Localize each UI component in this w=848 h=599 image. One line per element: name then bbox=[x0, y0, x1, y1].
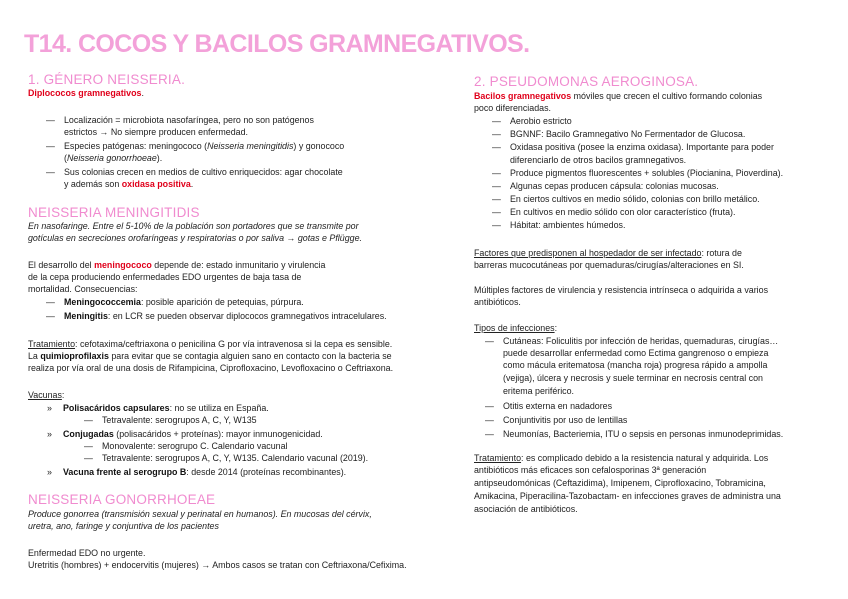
factors-paragraph: barreras mucocutáneas por quemaduras/cirugías/alteraciones en SI. bbox=[474, 260, 744, 270]
treatment-paragraph: antipseudomónicas (Ceftazidima), Imipenem, Ciprofloxacino, Tobramicina, bbox=[474, 478, 766, 488]
treatment-paragraph: Amikacina, Piperacilina-Tazobactam- en infecciones graves de administra una bbox=[474, 491, 781, 501]
gonorrhoeae-intro: uretra, ano, faringe y conjuntiva de los pacientes bbox=[28, 521, 219, 531]
list-item-continuation: (vejiga), úlcera y necrosis y suele terminar en necrosis central con bbox=[503, 373, 763, 383]
page-title: T14. COCOS Y BACILOS GRAMNEGATIVOS. bbox=[24, 30, 530, 58]
list-item: — Sus colonias crecen en medios de cultivo enriquecidos: agar chocolate bbox=[46, 167, 343, 177]
list-item: — Hábitat: ambientes húmedos. bbox=[492, 220, 626, 230]
list-item: — Oxidasa positiva (posee la enzima oxidasa). Importante para poder bbox=[492, 142, 774, 152]
list-item-continuation: (Neisseria gonorrhoeae). bbox=[64, 153, 163, 163]
vaccines-label: Vacunas: bbox=[28, 390, 65, 400]
treatment-paragraph: antibióticos más eficaces son cefalosporinas 3ª generación bbox=[474, 465, 707, 475]
gonorrhoeae-heading: NEISSERIA GONORRHOEAE bbox=[28, 492, 216, 507]
pseudomonas-intro: Bacilos gramnegativos móviles que crecen el cultivo formando colonias bbox=[474, 91, 763, 101]
list-item: — Especies patógenas: meningococo (Neisseria meningitidis) y gonococo bbox=[46, 141, 345, 151]
list-item: — En cultivos en medio sólido con olor característico (fruta). bbox=[492, 207, 736, 217]
infection-types-label: Tipos de infecciones: bbox=[474, 323, 558, 333]
treatment-paragraph: Tratamiento: cefotaxima/ceftriaxona o penicilina G por vía intravenosa si la cepa es sensible. bbox=[28, 339, 393, 349]
list-item: — Aerobio estricto bbox=[492, 116, 572, 126]
list-item-continuation: y además son oxidasa positiva. bbox=[64, 179, 194, 189]
paragraph: Múltiples factores de virulencia y resistencia intrínseca o adquirida a varios bbox=[474, 285, 769, 295]
list-item: » Polisacáridos capsulares: no se utiliza en España. bbox=[47, 403, 269, 413]
list-item: — Conjuntivitis por uso de lentillas bbox=[485, 415, 628, 425]
arrow-right-icon: → bbox=[201, 560, 211, 570]
list-item: — Cutáneas: Foliculitis por infección de heridas, quemaduras, cirugías… bbox=[485, 336, 779, 346]
list-item: — Otitis externa en nadadores bbox=[485, 401, 613, 411]
paragraph: Enfermedad EDO no urgente. bbox=[28, 548, 146, 558]
list-item-continuation: puede desarrollar enfermedad como Ectima gangrenoso o empieza bbox=[503, 348, 769, 358]
paragraph: antibióticos. bbox=[474, 297, 521, 307]
paragraph: mortalidad. Consecuencias: bbox=[28, 284, 138, 294]
list-item: — Algunas cepas producen cápsula: colonias mucosas. bbox=[492, 181, 719, 191]
list-item: — BGNNF: Bacilo Gramnegativo No Fermentador de Glucosa. bbox=[492, 129, 746, 139]
sub-list-item: — Tetravalente: serogrupos A, C, Y, W135. Calendario vacunal (2019). bbox=[84, 453, 369, 463]
list-item: — Localización = microbiota nasofaríngea, pero no son patógenos bbox=[46, 115, 314, 125]
meningitidis-intro: gotículas en secreciones orofaríngeas y respiratorias o por saliva → gotas e Pflügge. bbox=[28, 233, 362, 243]
chevron-bullet-icon: » bbox=[47, 467, 52, 477]
paragraph: El desarrollo del meningococo depende de: estado inmunitario y virulencia bbox=[28, 260, 326, 270]
list-item-continuation: eritema periférico. bbox=[503, 386, 575, 396]
paragraph: Uretritis (hombres) + endocervitis (mujeres) → Ambos casos se tratan con Ceftriaxona/Cefixima. bbox=[28, 560, 407, 570]
chevron-bullet-icon: » bbox=[47, 403, 52, 413]
treatment-paragraph: La quimioprofilaxis para evitar que se contagia alguien sano en contacto con la bacteria se bbox=[28, 351, 392, 361]
list-item-continuation: estrictos → No siempre producen enfermedad. bbox=[64, 127, 249, 137]
arrow-right-icon: → bbox=[99, 127, 109, 137]
list-item: — Neumonías, Bacteriemia, ITU o sepsis en personas inmunodeprimidas. bbox=[485, 429, 784, 439]
meningitidis-heading: NEISSERIA MENINGITIDIS bbox=[28, 205, 200, 220]
section-pseudomonas-heading: 2. PSEUDOMONAS AEROGINOSA. bbox=[474, 74, 699, 89]
list-item-continuation: como mácula eritematosa (mancha roja) progresa rápido a ampolla bbox=[503, 360, 768, 370]
diplococos-text: Diplococos gramnegativos bbox=[28, 88, 142, 98]
list-item: » Vacuna frente al serogrupo B: desde 2014 (proteínas recombinantes). bbox=[47, 467, 347, 477]
sub-list-item: — Tetravalente: serogrupos A, C, Y, W135 bbox=[84, 415, 257, 425]
treatment-paragraph: realiza por vía oral de una dosis de Rifampicina, Ciprofloxacino, Levofloxacino o Ceftriaxona. bbox=[28, 363, 394, 373]
section-neisseria-heading: 1. GÉNERO NEISSERIA. bbox=[28, 72, 186, 87]
treatment-paragraph: asociación de antibióticos. bbox=[474, 504, 578, 514]
list-item: — Meningococcemia: posible aparición de petequias, púrpura. bbox=[46, 297, 304, 307]
chevron-bullet-icon: » bbox=[47, 429, 52, 439]
list-item-continuation: diferenciarlo de otros bacilos gramnegativos. bbox=[510, 155, 687, 165]
sub-list-item: — Monovalente: serogrupo C. Calendario vacunal bbox=[84, 441, 288, 451]
list-item: — En ciertos cultivos en medio sólido, colonias con brillo metálico. bbox=[492, 194, 760, 204]
meningitidis-intro: En nasofaringe. Entre el 5-10% de la población son portadores que se transmite por bbox=[28, 221, 359, 231]
list-item: » Conjugadas (polisacáridos + proteínas): mayor inmunogenicidad. bbox=[47, 429, 323, 439]
list-item: — Produce pigmentos fluorescentes + solubles (Piocianina, Pioverdina). bbox=[492, 168, 784, 178]
paragraph: de la cepa produciendo enfermedades EDO urgentes de baja tasa de bbox=[28, 272, 302, 282]
factors-paragraph: Factores que predisponen al hospedador de ser infectado: rotura de bbox=[474, 248, 742, 258]
treatment-paragraph: Tratamiento: es complicado debido a la resistencia natural y adquirida. Los bbox=[474, 453, 769, 463]
gonorrhoeae-intro: Produce gonorrea (transmisión sexual y perinatal en humanos). En mucosas del cérvix, bbox=[28, 509, 372, 519]
neisseria-subtitle: Diplococos gramnegativos. bbox=[28, 88, 144, 98]
list-item: — Meningitis: en LCR se pueden observar diplococos gramnegativos intracelulares. bbox=[46, 311, 387, 321]
pseudomonas-intro: poco diferenciadas. bbox=[474, 103, 551, 113]
